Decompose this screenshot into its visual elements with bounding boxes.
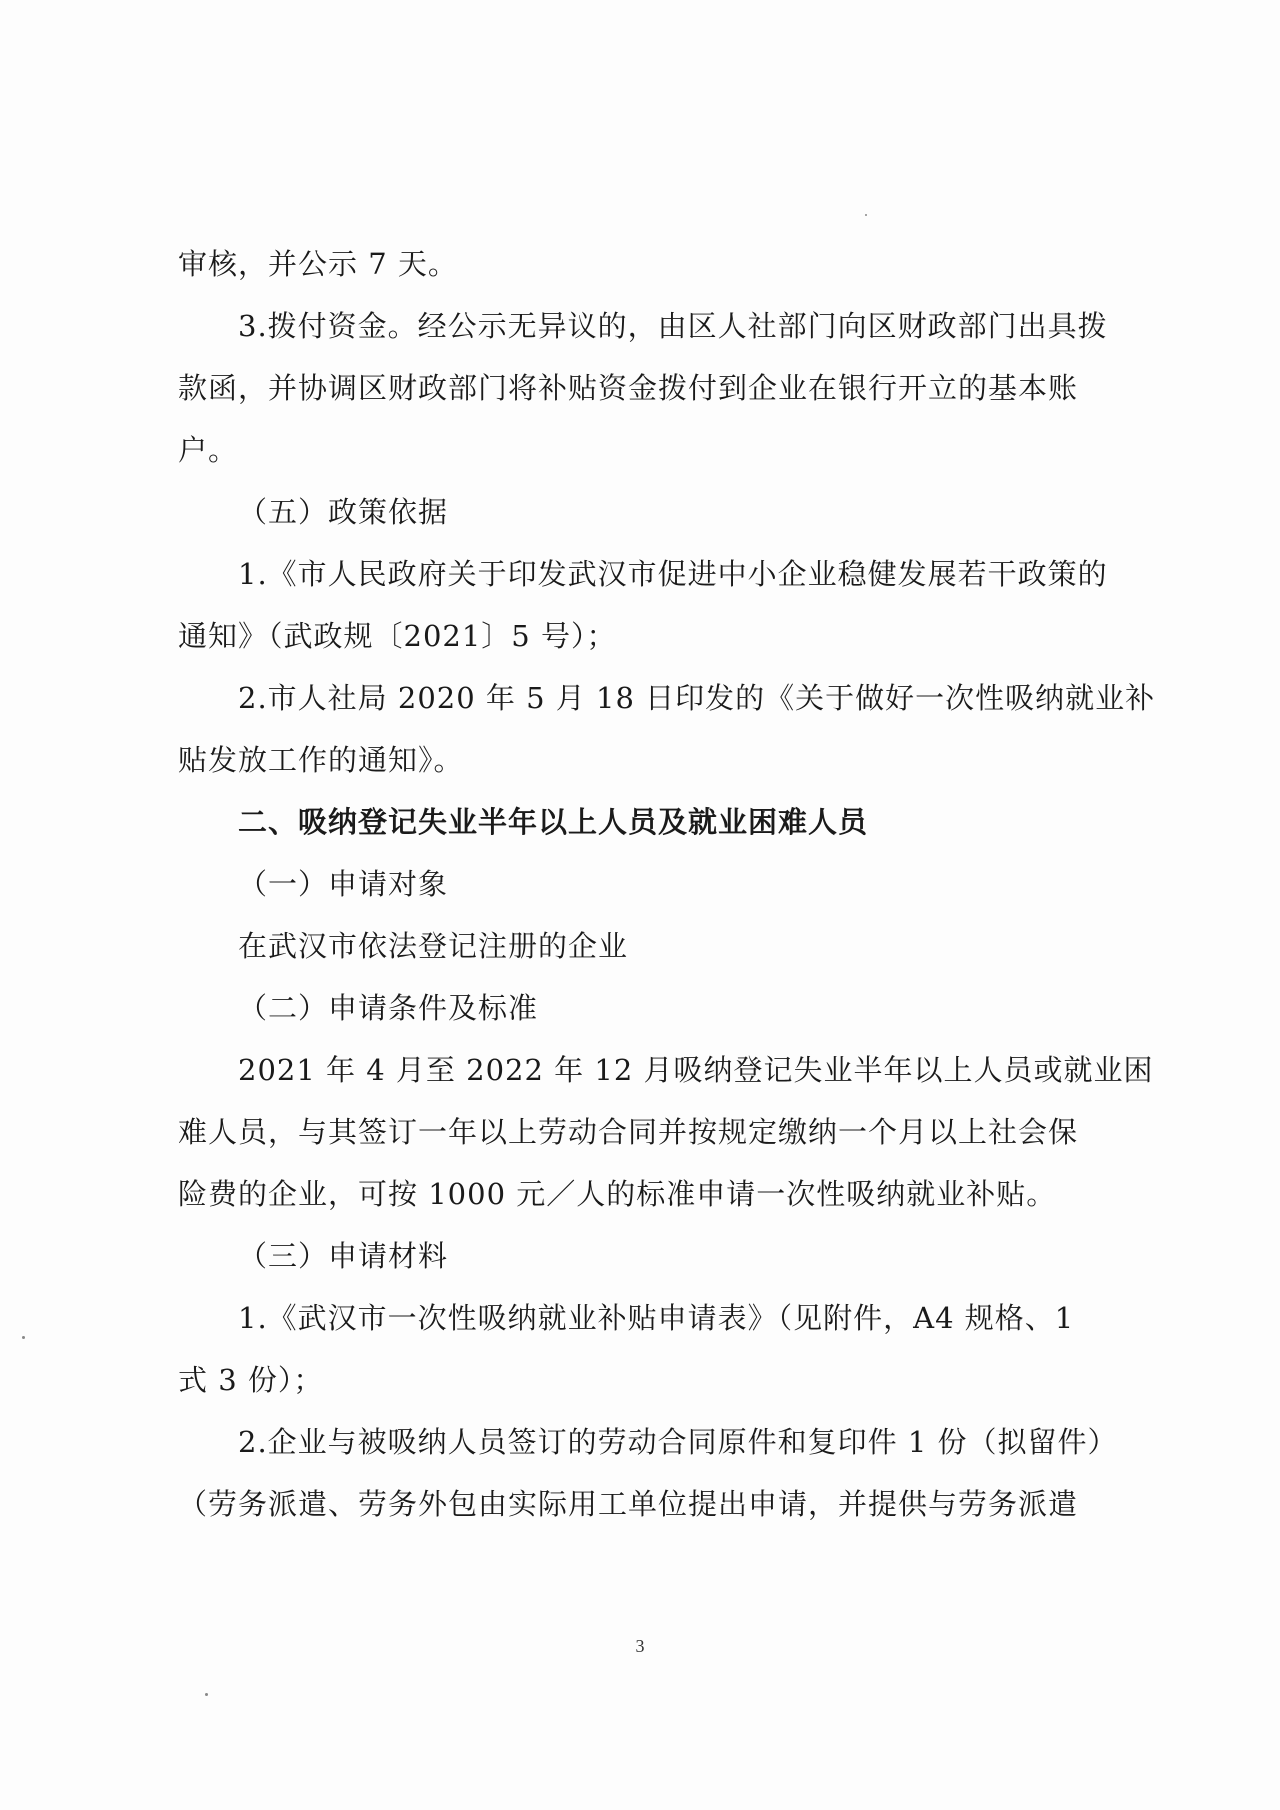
chapter-heading: 二、吸纳登记失业半年以上人员及就业困难人员 bbox=[238, 805, 869, 839]
text-line: 1.《市人民政府关于印发武汉市促进中小企业稳健发展若干政策的 bbox=[238, 557, 1108, 591]
text-line: 式 3 份）； bbox=[178, 1363, 324, 1397]
text-line: 在武汉市依法登记注册的企业 bbox=[238, 929, 629, 963]
text-line: 1.《武汉市一次性吸纳就业补贴申请表》（见附件，A4 规格、1 bbox=[238, 1301, 1075, 1335]
text-line: 通知》（武政规〔2021〕5 号）； bbox=[178, 619, 617, 653]
page-number: 3 bbox=[635, 1636, 645, 1656]
text-line: 3.拨付资金。经公示无异议的，由区人社部门向区财政部门出具拨 bbox=[238, 309, 1108, 343]
section-heading: （二）申请条件及标准 bbox=[238, 991, 539, 1025]
text-line: 贴发放工作的通知》。 bbox=[178, 743, 464, 777]
section-heading: （三）申请材料 bbox=[238, 1239, 449, 1273]
text-line: 2021 年 4 月至 2022 年 12 月吸纳登记失业半年以上人员或就业困 bbox=[238, 1053, 1154, 1087]
text-line: 险费的企业，可按 1000 元／人的标准申请一次性吸纳就业补贴。 bbox=[178, 1177, 1057, 1211]
text-line: 2.企业与被吸纳人员签订的劳动合同原件和复印件 1 份（拟留件） bbox=[238, 1425, 1118, 1459]
text-line: （劳务派遣、劳务外包由实际用工单位提出申请，并提供与劳务派遣 bbox=[178, 1487, 1079, 1521]
section-heading: （一）申请对象 bbox=[238, 867, 449, 901]
text-line: 审核，并公示 7 天。 bbox=[178, 247, 458, 281]
scan-speck bbox=[22, 1336, 25, 1339]
text-line: 难人员，与其签订一年以上劳动合同并按规定缴纳一个月以上社会保 bbox=[178, 1115, 1079, 1149]
scan-speck bbox=[865, 214, 867, 216]
text-line: 款函，并协调区财政部门将补贴资金拨付到企业在银行开立的基本账 bbox=[178, 371, 1079, 405]
text-line: 户。 bbox=[178, 433, 239, 467]
text-line: 2.市人社局 2020 年 5 月 18 日印发的《关于做好一次性吸纳就业补 bbox=[238, 681, 1156, 715]
section-heading: （五）政策依据 bbox=[238, 495, 449, 529]
scan-speck bbox=[205, 1693, 208, 1696]
